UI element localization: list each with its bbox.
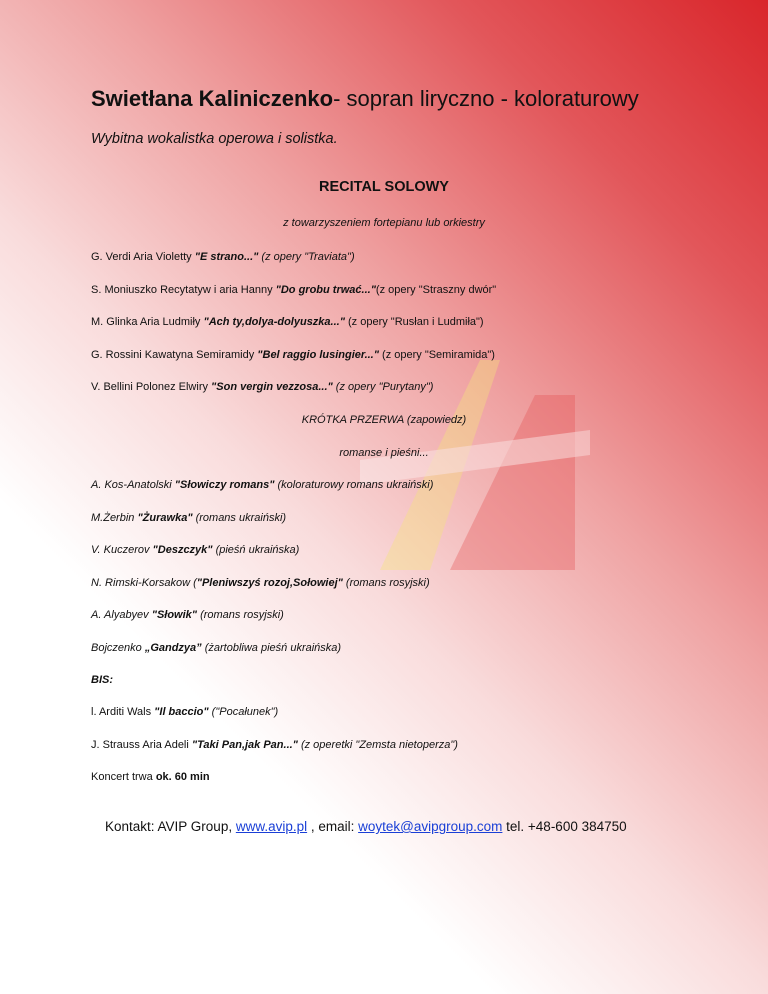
- piece-title: "Żurawka": [137, 512, 193, 524]
- piece-title: "Deszczyk": [152, 544, 213, 556]
- composer-piece: N. Rimski-Korsakow (: [91, 577, 197, 589]
- piece-source: (z opery "Semiramida"): [378, 349, 495, 361]
- composer-piece: J. Strauss Aria Adeli: [91, 739, 192, 751]
- piece-source: (koloraturowy romans ukraiński): [274, 479, 434, 491]
- piece-source: (romans rosyjski): [342, 577, 430, 589]
- piece-source: (z opery "Purytany"): [332, 381, 434, 393]
- bis-item: [91, 706, 278, 718]
- program-item: [91, 642, 341, 654]
- duration-value: ok. 60 min: [155, 771, 210, 783]
- program-item: [91, 251, 355, 263]
- website-link[interactable]: www.avip.pl: [235, 819, 308, 834]
- program-item: [91, 284, 496, 296]
- piece-source: (żartobliwa pieśń ukraińska): [201, 642, 342, 654]
- program-item: [91, 381, 433, 393]
- piece-source: (pieśń ukraińska): [212, 544, 300, 556]
- email-link[interactable]: woytek@avipgroup.com: [358, 819, 503, 834]
- romances-note: romanse i pieśni...: [339, 447, 429, 459]
- email-label: , email:: [307, 819, 359, 834]
- program-item: [91, 349, 495, 361]
- program-item: [91, 479, 433, 491]
- program-item: [91, 609, 284, 621]
- composer-piece: G. Verdi Aria Violetty: [91, 251, 195, 263]
- piece-source: ("Pocałunek"): [208, 706, 279, 718]
- singer-name: Swietłana Kaliniczenko: [91, 86, 334, 111]
- piece-title: "Il baccio": [154, 706, 209, 718]
- concert-duration: [91, 771, 210, 783]
- intermission-note: KRÓTKA PRZERWA (zapowiedz): [301, 414, 467, 426]
- composer-piece: l. Arditi Wals: [91, 706, 155, 718]
- bis-item: [91, 739, 458, 751]
- piece-title: "Son vergin vezzosa...": [211, 381, 333, 393]
- program-item: [91, 512, 286, 524]
- composer-piece: A. Alyabyev: [91, 609, 152, 621]
- composer-piece: M. Glinka Aria Ludmiły: [91, 316, 204, 328]
- accompaniment-note: z towarzyszeniem fortepianu lub orkiestry: [283, 217, 485, 229]
- piece-title: "Słowiczy romans": [174, 479, 275, 491]
- piece-source: (z opery "Straszny dwór": [375, 284, 497, 296]
- contact-label: Kontakt: AVIP Group,: [105, 819, 236, 834]
- composer-piece: S. Moniuszko Recytatyw i aria Hanny: [91, 284, 276, 296]
- composer-piece: A. Kos-Anatolski: [91, 479, 175, 491]
- piece-source: (z operetki "Zemsta nietoperza"): [297, 739, 458, 751]
- phone-number: tel. +48-600 384750: [502, 819, 627, 834]
- piece-title: „Gandzya”: [144, 642, 202, 654]
- piece-source: (romans ukraiński): [192, 512, 287, 524]
- piece-title: "Bel raggio lusingier...": [257, 349, 379, 361]
- piece-title: "Taki Pan,jak Pan...": [191, 739, 298, 751]
- composer-piece: V. Kuczerov: [91, 544, 153, 556]
- piece-title: "Ach ty,dolya-dolyuszka...": [203, 316, 345, 328]
- recital-heading: RECITAL SOLOWY: [319, 179, 449, 195]
- composer-piece: V. Bellini Polonez Elwiry: [91, 381, 212, 393]
- subtitle: Wybitna wokalistka operowa i solistka.: [91, 131, 338, 147]
- page-title: [91, 86, 639, 112]
- composer-piece: G. Rossini Kawatyna Semiramidy: [91, 349, 258, 361]
- program-item: [91, 544, 299, 556]
- singer-role: - sopran liryczno - koloraturowy: [333, 86, 639, 111]
- piece-title: "Pleniwszyś rozoj,Sołowiej": [196, 577, 343, 589]
- duration-label: Koncert trwa: [91, 771, 156, 783]
- contact-line: [105, 819, 627, 834]
- program-item: [91, 316, 484, 328]
- piece-title: "E strano...": [194, 251, 259, 263]
- piece-title: "Słowik": [151, 609, 198, 621]
- piece-source: (z opery "Traviata"): [258, 251, 355, 263]
- composer-piece: Bojczenko: [91, 642, 145, 654]
- program-item: [91, 577, 430, 589]
- piece-source: (romans rosyjski): [197, 609, 284, 621]
- piece-source: (z opery "Rusłan i Ludmiła"): [344, 316, 484, 328]
- composer-piece: M.Żerbin: [91, 512, 138, 524]
- piece-title: "Do grobu trwać...": [275, 284, 376, 296]
- bis-label: BIS:: [91, 674, 113, 686]
